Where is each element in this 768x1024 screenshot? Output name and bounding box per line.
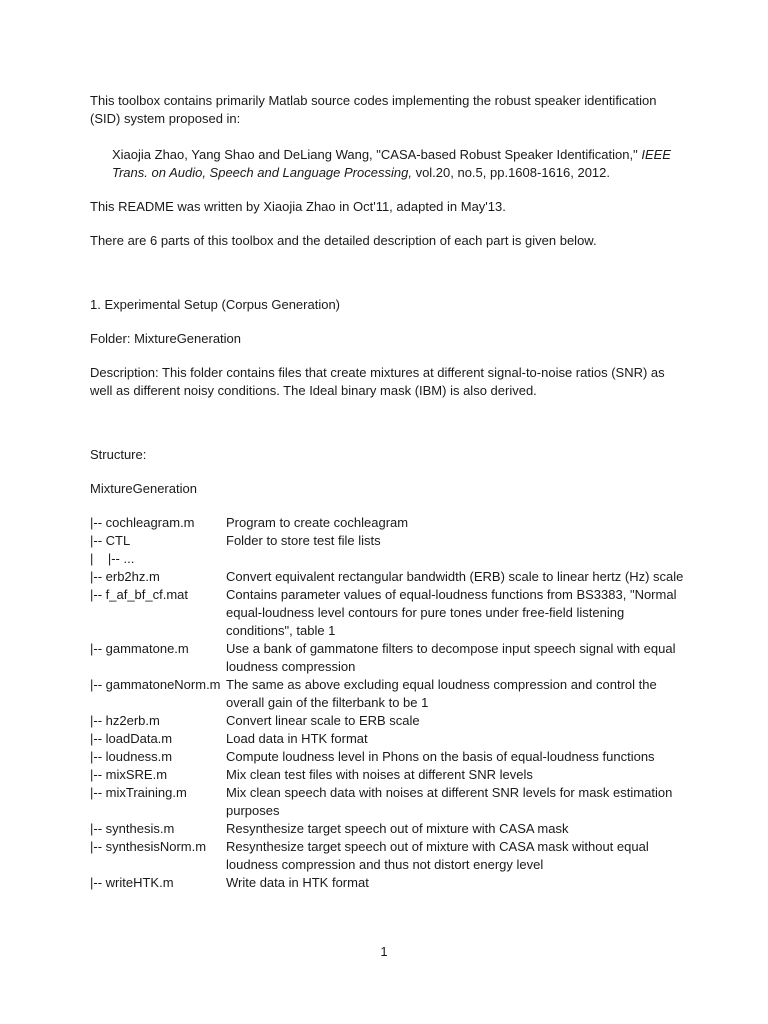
file-name: |-- loudness.m [90, 749, 173, 764]
file-name: |-- writeHTK.m [90, 875, 174, 890]
folder-line: Folder: MixtureGeneration [90, 331, 242, 346]
file-name: |-- synthesisNorm.m [90, 839, 207, 854]
file-row [90, 784, 690, 820]
file-name: |-- hz2erb.m [90, 713, 160, 728]
section-description: Description: This folder contains files that create mixtures at different signal-to-noise ratios (SNR) as well as different noisy conditions. The Ideal binary mask (IBM) is also derived. [90, 365, 665, 398]
file-row [90, 676, 690, 712]
file-description: Use a bank of gammatone filters to decompose input speech signal with equal loudness compression [226, 641, 676, 674]
file-row [90, 640, 690, 676]
file-row [90, 874, 690, 892]
file-description: Convert linear scale to ERB scale [226, 713, 420, 728]
parts-note: There are 6 parts of this toolbox and the detailed description of each part is given below. [90, 233, 597, 248]
file-description: Compute loudness level in Phons on the basis of equal-loudness functions [226, 749, 655, 764]
citation-authors-title: Xiaojia Zhao, Yang Shao and DeLiang Wang, "CASA-based Robust Speaker Identification," [112, 147, 638, 162]
file-name: |-- synthesis.m [90, 821, 175, 836]
structure-heading: Structure: [90, 447, 147, 462]
document-page [90, 92, 690, 892]
section-heading: 1. Experimental Setup (Corpus Generation) [90, 297, 341, 312]
file-description: Mix clean speech data with noises at different SNR levels for mask estimation purposes [226, 785, 673, 818]
file-name: |-- mixSRE.m [90, 767, 168, 782]
file-description: Program to create cochleagram [226, 515, 409, 530]
citation [112, 146, 690, 182]
file-description: Resynthesize target speech out of mixture with CASA mask [226, 821, 569, 836]
readme-note: This README was written by Xiaojia Zhao in Oct'11, adapted in May'13. [90, 199, 506, 214]
file-description: Write data in HTK format [226, 875, 369, 890]
file-name: |-- mixTraining.m [90, 785, 187, 800]
file-name: |-- gammatoneNorm.m [90, 677, 221, 692]
file-row [90, 712, 690, 730]
intro-paragraph: This toolbox contains primarily Matlab source codes implementing the robust speaker identification (SID) system proposed in: [90, 93, 657, 126]
file-description: The same as above excluding equal loudness compression and control the overall gain of the filterbank to be 1 [226, 677, 657, 710]
file-name: |-- f_af_bf_cf.mat [90, 587, 189, 602]
file-row [90, 550, 690, 568]
file-row [90, 532, 690, 550]
citation-details: vol.20, no.5, pp.1608-1616, 2012. [415, 165, 610, 180]
file-description [226, 550, 690, 568]
file-row [90, 766, 690, 784]
page-number: 1 [380, 944, 388, 959]
file-description: Folder to store test file lists [226, 533, 381, 548]
file-name: | |-- ... [90, 551, 135, 566]
file-description: Contains parameter values of equal-loudness functions from BS3383, "Normal equal-loudness level contours for pure tones under free-field listening conditions", table 1 [226, 587, 677, 638]
file-row [90, 514, 690, 532]
root-folder: MixtureGeneration [90, 481, 197, 496]
file-description: Load data in HTK format [226, 731, 368, 746]
file-description: Convert equivalent rectangular bandwidth (ERB) scale to linear hertz (Hz) scale [226, 569, 684, 584]
file-row [90, 748, 690, 766]
file-row [90, 586, 690, 640]
file-name: |-- CTL [90, 533, 131, 548]
file-name: |-- gammatone.m [90, 641, 189, 656]
file-name: |-- erb2hz.m [90, 569, 160, 584]
file-name: |-- loadData.m [90, 731, 173, 746]
file-description: Mix clean test files with noises at different SNR levels [226, 767, 533, 782]
file-row [90, 730, 690, 748]
file-description: Resynthesize target speech out of mixture with CASA mask without equal loudness compression and thus not distort energy level [226, 839, 649, 872]
file-name: |-- cochleagram.m [90, 515, 195, 530]
file-row [90, 838, 690, 874]
file-row [90, 820, 690, 838]
file-list [90, 514, 690, 892]
citation-journal: IEEE Trans. on Audio, Speech and Language Processing, [112, 147, 671, 180]
file-row [90, 568, 690, 586]
